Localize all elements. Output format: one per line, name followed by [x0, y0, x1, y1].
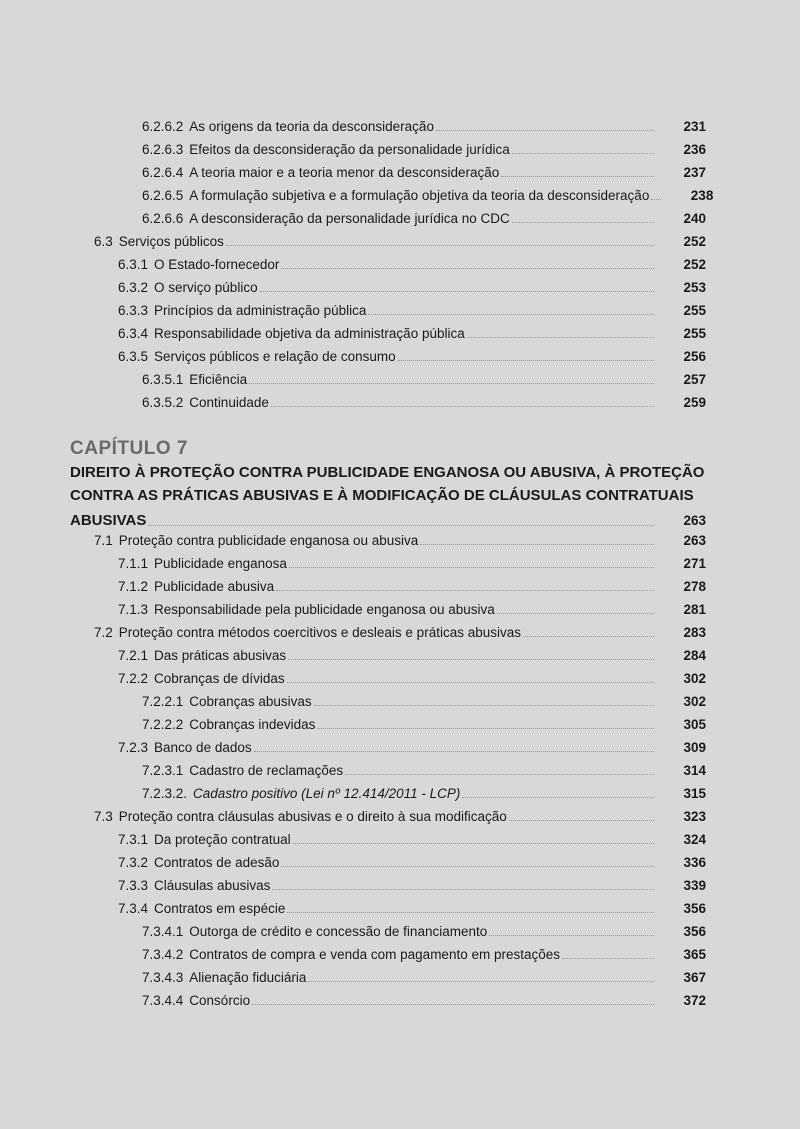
entry-number: 7.3.2 [118, 855, 149, 870]
entry-title: Cadastro positivo (Lei nº 12.414/2011 - LCP) [193, 786, 461, 801]
entry-page: 257 [683, 372, 706, 387]
dot-leader [252, 1004, 654, 1005]
entry-number: 7.1.3 [118, 602, 149, 617]
entry-number: 7.3.4.4 [142, 993, 184, 1008]
entry-title: Outorga de crédito e concessão de financiamento [189, 924, 488, 939]
entry-page: 356 [683, 901, 706, 916]
toc-entry [70, 618, 706, 641]
toc-entry [70, 365, 706, 388]
entry-number: 7.2.1 [118, 648, 149, 663]
entry-title: Publicidade enganosa [154, 556, 287, 571]
toc-entry [70, 549, 706, 572]
entry-page: 302 [683, 694, 706, 709]
entry-title: Cobranças indevidas [189, 717, 316, 732]
entry-page: 278 [683, 579, 706, 594]
entry-title: Banco de dados [154, 740, 252, 755]
entry-page: 367 [683, 970, 706, 985]
toc-entry [70, 181, 714, 204]
chapter-label: CAPÍTULO 7 [70, 438, 188, 459]
entry-page: 255 [683, 326, 706, 341]
dot-leader [276, 590, 654, 591]
entry-page: 284 [683, 648, 706, 663]
entry-number: 7.3.4.1 [142, 924, 184, 939]
toc-entry [70, 135, 706, 158]
toc-entry [70, 779, 706, 802]
dot-leader [308, 981, 654, 982]
toc-entry [70, 641, 706, 664]
entry-page: 336 [683, 855, 706, 870]
dot-leader [260, 291, 654, 292]
entry-title: Proteção contra métodos coercitivos e desleais e práticas abusivas [118, 625, 521, 640]
dot-leader [281, 866, 654, 867]
entry-page: 255 [683, 303, 706, 318]
entry-number: 6.2.6.3 [142, 142, 184, 157]
entry-number: 7.3.4 [118, 901, 149, 916]
toc-entry [70, 894, 706, 917]
dot-leader [271, 406, 654, 407]
entry-number: 6.3.5.1 [142, 372, 184, 387]
dot-leader [226, 245, 654, 246]
entry-title: Princípios da administração pública [154, 303, 367, 318]
dot-leader [562, 958, 654, 959]
dot-leader [512, 222, 654, 223]
entry-number: 6.2.6.4 [142, 165, 184, 180]
dot-leader [509, 820, 654, 821]
entry-number: 6.3.1 [118, 257, 149, 272]
entry-page: 339 [683, 878, 706, 893]
entry-title: O Estado-fornecedor [154, 257, 280, 272]
entry-title: Contratos de compra e venda com pagamento em prestações [189, 947, 560, 962]
entry-number: 7.2.3 [118, 740, 149, 755]
dot-leader [501, 176, 654, 177]
entry-title: Contratos em espécie [154, 901, 286, 916]
entry-page: 256 [683, 349, 706, 364]
toc-entry [70, 963, 706, 986]
entry-number: 6.3.5.2 [142, 395, 184, 410]
entry-number: 7.2 [94, 625, 113, 640]
entry-title: Eficiência [189, 372, 248, 387]
entry-title: Responsabilidade pela publicidade enganosa ou abusiva [154, 602, 495, 617]
dot-leader [293, 843, 654, 844]
entry-number: 7.2.2.2 [142, 717, 184, 732]
toc-entry [70, 319, 706, 342]
entry-title: Cobranças abusivas [189, 694, 312, 709]
entry-title: A teoria maior e a teoria menor da desconsideração [189, 165, 500, 180]
chapter-page: 263 [683, 513, 706, 528]
toc-entry [70, 825, 706, 848]
dot-leader [420, 544, 654, 545]
toc-entry [70, 572, 706, 595]
toc-entry [70, 273, 706, 296]
entry-number: 6.2.6.6 [142, 211, 184, 226]
entry-page: 231 [683, 119, 706, 134]
entry-title: Alienação fiduciária [189, 970, 307, 985]
toc-entry [70, 917, 706, 940]
entry-title: Publicidade abusiva [154, 579, 275, 594]
dot-leader [497, 613, 654, 614]
dot-leader [288, 659, 654, 660]
entry-page: 252 [683, 234, 706, 249]
entry-title: Consórcio [189, 993, 251, 1008]
entry-title: Serviços públicos e relação de consumo [154, 349, 396, 364]
toc-entry [70, 733, 706, 756]
entry-page: 238 [690, 188, 714, 203]
dot-leader [523, 636, 654, 637]
toc-entry [70, 756, 706, 779]
toc-entry [70, 595, 706, 618]
chapter-heading [70, 437, 706, 530]
toc-entry [70, 940, 706, 963]
entry-page: 356 [683, 924, 706, 939]
entry-page: 252 [683, 257, 706, 272]
dot-leader [254, 751, 654, 752]
entry-page: 281 [683, 602, 706, 617]
chapter-title-line-1: DIREITO À PROTEÇÃO CONTRA PUBLICIDADE ENGANOSA OU ABUSIVA, À PROTEÇÃO [70, 464, 705, 481]
entry-number: 7.2.2.1 [142, 694, 184, 709]
entry-number: 7.2.3.2. [142, 786, 188, 801]
chapter-title-line-2: CONTRA AS PRÁTICAS ABUSIVAS E À MODIFICAÇÃO DE CLÁUSULAS CONTRATUAIS [70, 487, 694, 504]
dot-leader [462, 797, 654, 798]
entry-page: 315 [683, 786, 706, 801]
entry-number: 7.3 [94, 809, 113, 824]
dot-leader [287, 682, 654, 683]
entry-page: 305 [683, 717, 706, 732]
dot-leader [317, 728, 654, 729]
entry-number: 6.3.4 [118, 326, 149, 341]
dot-leader [467, 337, 654, 338]
toc-section-7 [70, 526, 706, 1009]
dot-leader [651, 199, 661, 200]
entry-page: 259 [683, 395, 706, 410]
entry-number: 7.1 [94, 533, 113, 548]
entry-page: 253 [683, 280, 706, 295]
entry-title: Cadastro de reclamações [189, 763, 344, 778]
dot-leader [489, 935, 654, 936]
toc-entry [70, 687, 706, 710]
entry-title: Contratos de adesão [154, 855, 280, 870]
entry-title: Responsabilidade objetiva da administração pública [154, 326, 465, 341]
entry-number: 6.3 [94, 234, 113, 249]
dot-leader [368, 314, 654, 315]
entry-number: 7.2.3.1 [142, 763, 184, 778]
entry-title: Das práticas abusivas [154, 648, 287, 663]
toc-section-6 [70, 112, 714, 411]
toc-entry [70, 227, 706, 250]
entry-page: 283 [683, 625, 706, 640]
dot-leader [272, 889, 654, 890]
entry-title: Efeitos da desconsideração da personalidade jurídica [189, 142, 510, 157]
dot-leader [345, 774, 654, 775]
toc-entry [70, 158, 706, 181]
dot-leader [289, 567, 654, 568]
entry-number: 7.2.2 [118, 671, 149, 686]
entry-number: 7.3.1 [118, 832, 149, 847]
dot-leader [398, 360, 654, 361]
toc-entry [70, 871, 706, 894]
entry-number: 6.3.2 [118, 280, 149, 295]
toc-entry [70, 204, 706, 227]
entry-title: O serviço público [154, 280, 258, 295]
dot-leader [436, 130, 654, 131]
dot-leader [314, 705, 654, 706]
entry-page: 323 [683, 809, 706, 824]
entry-number: 6.2.6.5 [142, 188, 184, 203]
entry-number: 7.3.3 [118, 878, 149, 893]
entry-page: 309 [683, 740, 706, 755]
toc-entry [70, 388, 706, 411]
entry-page: 263 [683, 533, 706, 548]
entry-page: 302 [683, 671, 706, 686]
entry-number: 6.3.5 [118, 349, 149, 364]
toc-entry [70, 802, 706, 825]
entry-title: As origens da teoria da desconsideração [189, 119, 434, 134]
entry-title: Cobranças de dívidas [154, 671, 285, 686]
entry-number: 7.3.4.2 [142, 947, 184, 962]
entry-title: Proteção contra cláusulas abusivas e o direito à sua modificação [118, 809, 507, 824]
entry-title: A formulação subjetiva e a formulação objetiva da teoria da desconsideração [189, 188, 650, 203]
dot-leader [249, 383, 654, 384]
entry-page: 314 [683, 763, 706, 778]
entry-page: 237 [683, 165, 706, 180]
dot-leader [287, 912, 654, 913]
entry-number: 6.3.3 [118, 303, 149, 318]
toc-entry [70, 250, 706, 273]
toc-entry [70, 112, 706, 135]
toc-entry [70, 296, 706, 319]
entry-number: 7.3.4.3 [142, 970, 184, 985]
entry-title: Continuidade [189, 395, 269, 410]
entry-page: 324 [683, 832, 706, 847]
entry-page: 240 [683, 211, 706, 226]
toc-entry [70, 710, 706, 733]
entry-page: 372 [683, 993, 706, 1008]
entry-number: 7.1.2 [118, 579, 149, 594]
chapter-title-tail: ABUSIVAS [70, 512, 147, 529]
dot-leader [512, 153, 654, 154]
toc-entry [70, 342, 706, 365]
toc-entry [70, 664, 706, 687]
entry-title: Cláusulas abusivas [154, 878, 271, 893]
entry-page: 236 [683, 142, 706, 157]
toc-entry [70, 848, 706, 871]
entry-title: Serviços públicos [118, 234, 224, 249]
entry-number: 6.2.6.2 [142, 119, 184, 134]
toc-entry [70, 526, 706, 549]
toc-entry [70, 986, 706, 1009]
entry-page: 271 [683, 556, 706, 571]
entry-number: 7.1.1 [118, 556, 149, 571]
dot-leader [281, 268, 654, 269]
entry-title: A desconsideração da personalidade jurídica no CDC [189, 211, 510, 226]
entry-title: Proteção contra publicidade enganosa ou abusiva [118, 533, 419, 548]
entry-title: Da proteção contratual [154, 832, 291, 847]
entry-page: 365 [683, 947, 706, 962]
